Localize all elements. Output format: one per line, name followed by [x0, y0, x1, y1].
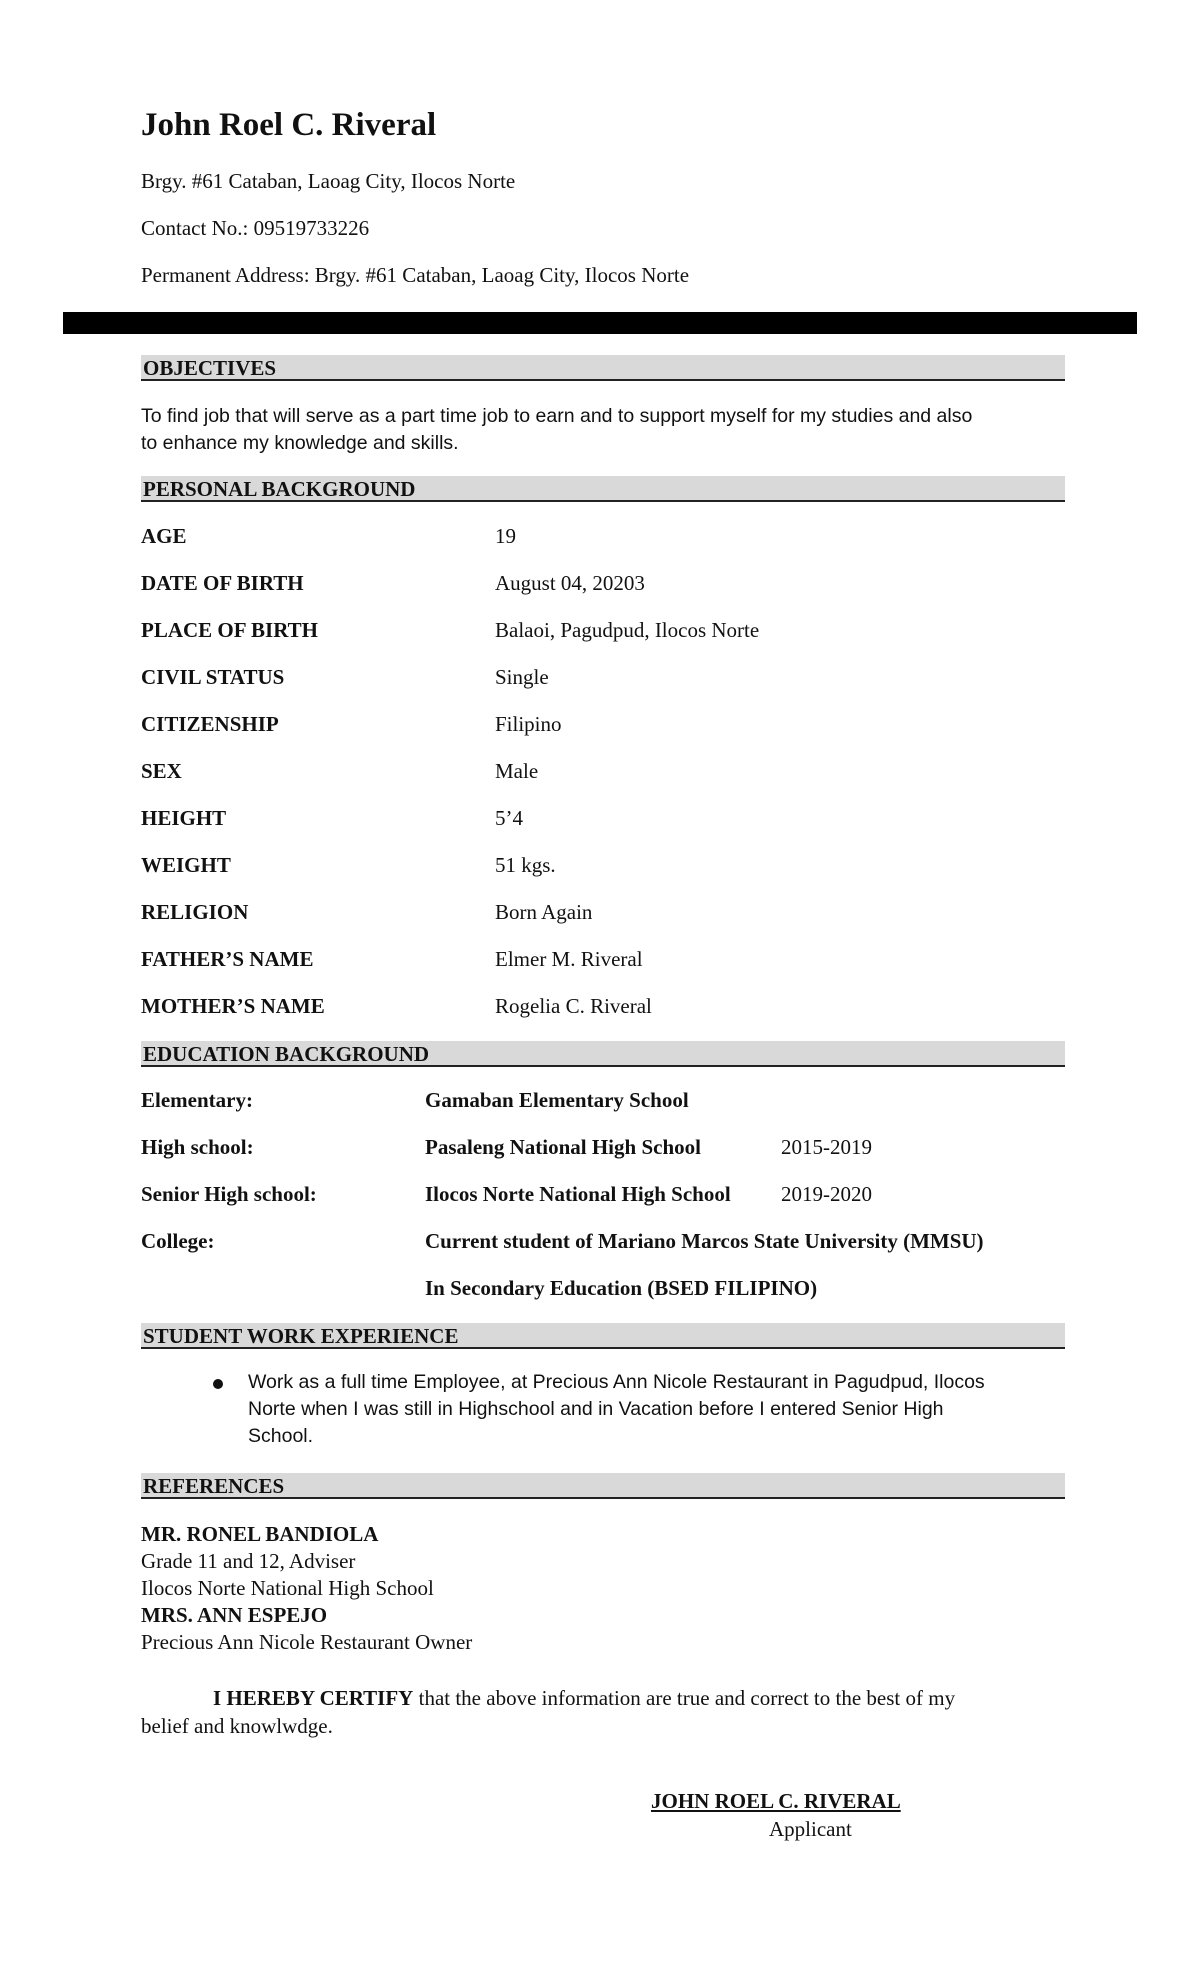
label-mothers-name: MOTHER’S NAME: [141, 994, 325, 1018]
value-date-of-birth: August 04, 20203: [495, 571, 645, 595]
edu-school-senior-high: Ilocos Norte National High School: [425, 1182, 731, 1206]
value-age: 19: [495, 524, 516, 548]
label-fathers-name: FATHER’S NAME: [141, 947, 314, 971]
edu-years-high-school: 2015-2019: [781, 1135, 872, 1159]
certification-bold: I HEREBY CERTIFY: [213, 1686, 414, 1710]
edu-level-high-school: High school:: [141, 1135, 254, 1159]
edu-college-program: In Secondary Education (BSED FILIPINO): [425, 1276, 818, 1300]
objectives-heading: OBJECTIVES: [141, 355, 1065, 381]
label-civil-status: CIVIL STATUS: [141, 665, 285, 689]
value-citizenship: Filipino: [495, 712, 562, 736]
edu-school-high-school: Pasaleng National High School: [425, 1135, 701, 1159]
address-line: Brgy. #61 Cataban, Laoag City, Ilocos Norte: [141, 169, 516, 193]
certification-statement: [141, 1684, 1071, 1740]
edu-level-senior-high: Senior High school:: [141, 1182, 317, 1206]
personal-background-heading: PERSONAL BACKGROUND: [141, 476, 1065, 502]
work-line-3: School.: [248, 1425, 314, 1447]
bullet-icon: [213, 1379, 223, 1389]
value-civil-status: Single: [495, 665, 549, 689]
objectives-line-1: To find job that will serve as a part time job to earn and to support myself for my studies and also: [141, 405, 973, 427]
edu-level-college: College:: [141, 1229, 215, 1253]
edu-school-college: Current student of Mariano Marcos State University (MMSU): [425, 1229, 984, 1253]
label-age: AGE: [141, 524, 187, 548]
value-mothers-name: Rogelia C. Riveral: [495, 994, 652, 1018]
value-religion: Born Again: [495, 900, 593, 924]
label-weight: WEIGHT: [141, 853, 231, 877]
certification-text: that the above information are true and correct to the best of my: [413, 1686, 956, 1710]
reference-1-name: MR. RONEL BANDIOLA: [141, 1522, 379, 1546]
value-sex: Male: [495, 759, 539, 783]
education-background-heading: EDUCATION BACKGROUND: [141, 1041, 1065, 1067]
edu-school-elementary: Gamaban Elementary School: [425, 1088, 689, 1112]
references-heading: REFERENCES: [141, 1473, 1065, 1499]
value-fathers-name: Elmer M. Riveral: [495, 947, 643, 971]
applicant-name: John Roel C. Riveral: [141, 107, 437, 143]
label-citizenship: CITIZENSHIP: [141, 712, 279, 736]
permanent-address: Permanent Address: Brgy. #61 Cataban, Laoag City, Ilocos Norte: [141, 263, 690, 287]
value-place-of-birth: Balaoi, Pagudpud, Ilocos Norte: [495, 618, 760, 642]
label-place-of-birth: PLACE OF BIRTH: [141, 618, 319, 642]
edu-level-elementary: Elementary:: [141, 1088, 253, 1112]
reference-1-role: Grade 11 and 12, Adviser: [141, 1549, 356, 1573]
label-height: HEIGHT: [141, 806, 227, 830]
work-experience-heading: STUDENT WORK EXPERIENCE: [141, 1323, 1065, 1349]
reference-1-organization: Ilocos Norte National High School: [141, 1576, 434, 1600]
value-weight: 51 kgs.: [495, 853, 556, 877]
work-line-1: Work as a full time Employee, at Precious Ann Nicole Restaurant in Pagudpud, Ilocos: [248, 1371, 985, 1393]
label-sex: SEX: [141, 759, 182, 783]
contact-number: Contact No.: 09519733226: [141, 216, 370, 240]
value-height: 5’4: [495, 806, 523, 830]
work-line-2: Norte when I was still in Highschool and in Vacation before I entered Senior High: [248, 1398, 944, 1420]
header-divider: [63, 312, 1137, 334]
label-date-of-birth: DATE OF BIRTH: [141, 571, 304, 595]
label-religion: RELIGION: [141, 900, 249, 924]
signature-role: Applicant: [769, 1817, 852, 1841]
reference-2-name: MRS. ANN ESPEJO: [141, 1603, 328, 1627]
objectives-text: [141, 403, 1071, 457]
reference-2-role: Precious Ann Nicole Restaurant Owner: [141, 1630, 473, 1654]
signature-name: JOHN ROEL C. RIVERAL: [651, 1789, 901, 1813]
edu-years-senior-high: 2019-2020: [781, 1182, 872, 1206]
objectives-line-2: to enhance my knowledge and skills.: [141, 432, 459, 454]
certification-line-2: belief and knowlwdge.: [141, 1714, 333, 1738]
